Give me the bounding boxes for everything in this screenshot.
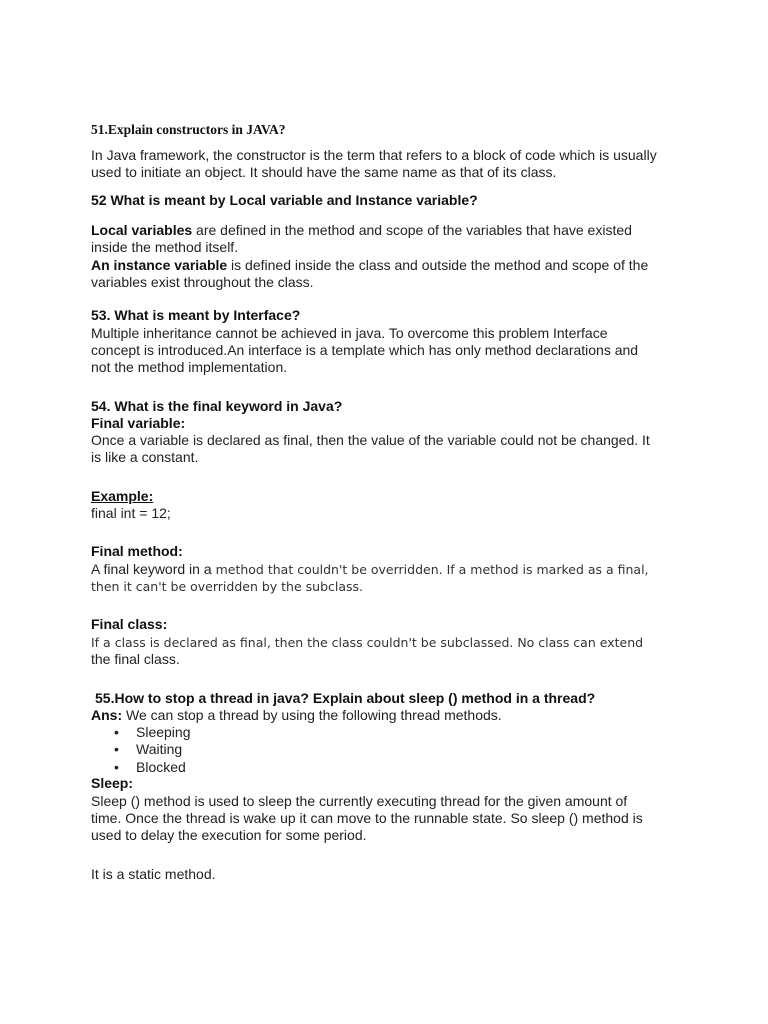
q51-answer-line: In Java framework, the constructor is the term that refers to a block of code which is usually bbox=[91, 147, 657, 163]
q53-answer-line: concept is introduced.An interface is a template which has only method declarations and bbox=[91, 342, 639, 358]
final-method-text-a: A final keyword in a bbox=[91, 561, 212, 577]
instance-variable-text: is defined inside the class and outside the method and scope of the bbox=[227, 257, 649, 273]
example-label: Example: bbox=[91, 488, 154, 504]
bullet-icon: • bbox=[114, 759, 119, 775]
final-method-label: Final method: bbox=[91, 543, 183, 559]
final-variable-line: Once a variable is declared as final, then the value of the variable could not be changed. It bbox=[91, 432, 650, 448]
q54-heading: 54. What is the final keyword in Java? bbox=[91, 398, 343, 414]
static-method-line: It is a static method. bbox=[91, 866, 216, 882]
q52-instance-line bbox=[91, 257, 648, 274]
bullet-icon: • bbox=[114, 724, 119, 740]
local-variables-text: are defined in the method and scope of the variables that have existed bbox=[192, 222, 632, 238]
q52-local-line bbox=[91, 222, 632, 239]
q55-heading: 55.How to stop a thread in java? Explain about sleep () method in a thread? bbox=[95, 690, 596, 706]
sleep-label: Sleep: bbox=[91, 775, 134, 791]
q52-instance-line-2: variables exist throughout the class. bbox=[91, 274, 314, 290]
q52-local-line-2: inside the method itself. bbox=[91, 239, 239, 255]
final-class-label: Final class: bbox=[91, 616, 168, 632]
final-method-line-2: then it can't be overridden by the subclass. bbox=[91, 579, 364, 594]
final-method-line bbox=[91, 561, 649, 578]
q53-answer-line: not the method implementation. bbox=[91, 359, 288, 375]
q53-heading: 53. What is meant by Interface? bbox=[91, 307, 301, 323]
q55-answer-line bbox=[91, 707, 502, 724]
q51-heading: 51.Explain constructors in JAVA? bbox=[91, 122, 286, 137]
bullet-icon: • bbox=[114, 741, 119, 757]
q52-heading: 52 What is meant by Local variable and Instance variable? bbox=[91, 192, 478, 208]
local-variables-term: Local variables bbox=[91, 222, 193, 238]
bullet-item-waiting: Waiting bbox=[136, 741, 183, 757]
ans-label: Ans: bbox=[91, 707, 123, 723]
sleep-line: time. Once the thread is wake up it can move to the runnable state. So sleep () method is bbox=[91, 810, 643, 826]
final-variable-line: is like a constant. bbox=[91, 449, 199, 465]
final-class-line-2: the final class. bbox=[91, 651, 180, 667]
ans-text: We can stop a thread by using the following thread methods. bbox=[122, 707, 502, 723]
instance-variable-term: An instance variable bbox=[91, 257, 228, 273]
final-method-text-b: method that couldn't be overridden. If a method is marked as a final, bbox=[211, 562, 649, 577]
q53-answer-line: Multiple inheritance cannot be achieved in java. To overcome this problem Interface bbox=[91, 325, 608, 341]
bullet-item-blocked: Blocked bbox=[136, 759, 186, 775]
final-class-line: If a class is declared as final, then the class couldn't be subclassed. No class can extend bbox=[91, 635, 644, 650]
bullet-item-sleeping: Sleeping bbox=[136, 724, 191, 740]
sleep-line: used to delay the execution for some period. bbox=[91, 827, 367, 843]
example-code: final int = 12; bbox=[91, 505, 171, 521]
q51-answer-line: used to initiate an object. It should have the same name as that of its class. bbox=[91, 164, 557, 180]
sleep-line: Sleep () method is used to sleep the currently executing thread for the given amount of bbox=[91, 793, 628, 809]
final-variable-label: Final variable: bbox=[91, 415, 186, 431]
